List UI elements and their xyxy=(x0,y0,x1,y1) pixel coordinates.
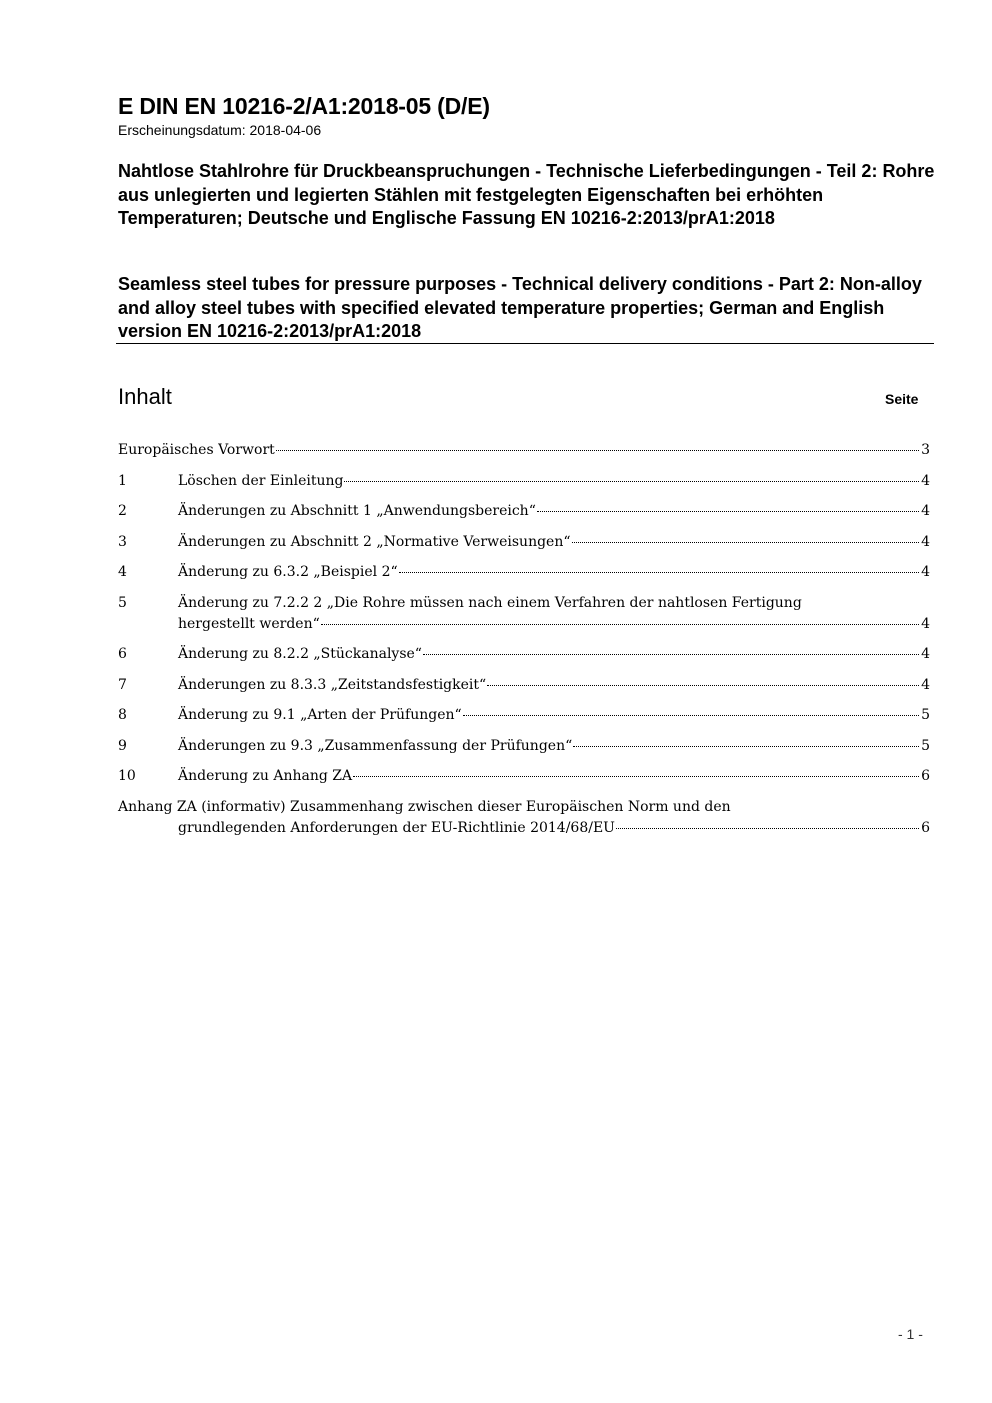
toc-number: 1 xyxy=(118,472,127,489)
toc-dot-leader xyxy=(276,450,919,451)
toc-entry-preface[interactable] xyxy=(118,440,930,461)
toc-number: 9 xyxy=(118,737,127,754)
toc-line xyxy=(178,562,930,583)
toc-entry-3[interactable] xyxy=(118,532,930,553)
toc-title: Änderung zu 9.1 „Arten der Prüfungen“ xyxy=(178,707,462,723)
toc-dot-leader xyxy=(321,624,919,625)
toc-page-number: 5 xyxy=(921,737,930,754)
toc-line xyxy=(118,818,930,839)
toc-line xyxy=(178,675,930,696)
toc-page-number: 3 xyxy=(921,442,930,458)
toc-page-number: 4 xyxy=(921,564,930,580)
document-id: E DIN EN 10216-2/A1:2018-05 (D/E) xyxy=(118,93,490,119)
toc-entry-6[interactable] xyxy=(118,644,930,665)
toc-annex-line1: Anhang ZA (informativ) Zusammenhang zwischen dieser Europäischen Norm und den xyxy=(118,798,731,815)
toc-dot-leader xyxy=(399,572,919,573)
toc-entry-list xyxy=(118,471,930,788)
toc-entry-10[interactable] xyxy=(118,766,930,787)
toc-entry-2[interactable] xyxy=(118,501,930,522)
toc-title: Änderung zu Anhang ZA xyxy=(178,768,353,784)
toc-page-number: 4 xyxy=(921,503,930,519)
title-english: Seamless steel tubes for pressure purposes - Technical delivery conditions - Part 2: Non-alloy and alloy steel tubes with specified elevated temperature properties; German and English version EN 10216-2:2013/prA1:2018 xyxy=(118,274,922,341)
toc-page-column-label: Seite xyxy=(885,391,919,407)
table-of-contents xyxy=(118,440,930,848)
toc-line xyxy=(178,766,930,787)
toc-page-number: 4 xyxy=(921,533,930,550)
toc-annex-line2: grundlegenden Anforderungen der EU-Richtlinie 2014/68/EU xyxy=(178,819,615,836)
toc-line xyxy=(178,614,930,635)
toc-page-number: 6 xyxy=(921,768,930,784)
toc-entry-9[interactable] xyxy=(118,736,930,757)
toc-number: 5 xyxy=(118,594,127,611)
toc-number: 10 xyxy=(118,768,136,784)
toc-number: 8 xyxy=(118,707,127,723)
toc-entry-5[interactable] xyxy=(118,593,930,635)
toc-entry-annex-za[interactable] xyxy=(118,797,930,839)
toc-page-number: 5 xyxy=(921,707,930,723)
toc-title-line1: Änderung zu 7.2.2 2 „Die Rohre müssen nach einem Verfahren der nahtlosen Fertigung xyxy=(178,594,802,611)
toc-title: Änderungen zu Abschnitt 2 „Normative Verweisungen“ xyxy=(178,533,571,550)
toc-line xyxy=(178,644,930,665)
toc-dot-leader xyxy=(344,481,919,482)
toc-line xyxy=(178,501,930,522)
toc-number: 2 xyxy=(118,503,127,519)
toc-line xyxy=(178,532,930,553)
toc-dot-leader xyxy=(573,746,919,747)
toc-number: 6 xyxy=(118,646,127,662)
toc-page-number: 4 xyxy=(921,615,930,632)
toc-heading: Inhalt xyxy=(118,384,172,409)
toc-dot-leader xyxy=(572,542,920,543)
toc-dot-leader xyxy=(423,654,919,655)
toc-title: Löschen der Einleitung xyxy=(178,472,344,489)
toc-entry-4[interactable] xyxy=(118,562,930,583)
toc-page-number: 6 xyxy=(921,819,930,836)
toc-title: Änderung zu 8.2.2 „Stückanalyse“ xyxy=(178,646,422,662)
publication-date: Erscheinungsdatum: 2018-04-06 xyxy=(118,122,322,138)
toc-number: 4 xyxy=(118,564,127,580)
toc-number: 7 xyxy=(118,676,127,693)
toc-page-number: 4 xyxy=(921,676,930,693)
toc-dot-leader xyxy=(616,828,919,829)
toc-entry-7[interactable] xyxy=(118,675,930,696)
toc-line xyxy=(178,705,930,726)
title-german: Nahtlose Stahlrohre für Druckbeanspruchungen - Technische Lieferbedingungen - Teil 2: Rohre aus unlegierten und legierten Stählen mit festgelegten Eigenschaften bei erhöhten Temperaturen; Deutsche und Englische Fassung EN 10216-2:2013/prA1:2018 xyxy=(118,161,935,228)
toc-page-number: 4 xyxy=(921,472,930,489)
toc-dot-leader xyxy=(537,511,919,512)
toc-title: Änderungen zu Abschnitt 1 „Anwendungsbereich“ xyxy=(178,503,536,519)
toc-dot-leader xyxy=(487,685,919,686)
toc-line xyxy=(118,440,930,461)
toc-number: 3 xyxy=(118,533,127,550)
title-divider xyxy=(116,343,934,344)
toc-dot-leader xyxy=(353,776,919,777)
toc-entry-1[interactable] xyxy=(118,471,930,492)
toc-title: hergestellt werden“ xyxy=(178,615,320,632)
toc-page-number: 4 xyxy=(921,646,930,662)
toc-dot-leader xyxy=(463,715,919,716)
toc-title: Änderungen zu 8.3.3 „Zeitstandsfestigkeit“ xyxy=(178,676,487,693)
toc-title: Europäisches Vorwort xyxy=(118,442,275,458)
toc-entry-8[interactable] xyxy=(118,705,930,726)
toc-title: Änderungen zu 9.3 „Zusammenfassung der Prüfungen“ xyxy=(178,737,573,754)
toc-line xyxy=(178,471,930,492)
footer-page-number: - 1 - xyxy=(898,1326,923,1342)
toc-line xyxy=(178,736,930,757)
toc-title: Änderung zu 6.3.2 „Beispiel 2“ xyxy=(178,564,398,580)
